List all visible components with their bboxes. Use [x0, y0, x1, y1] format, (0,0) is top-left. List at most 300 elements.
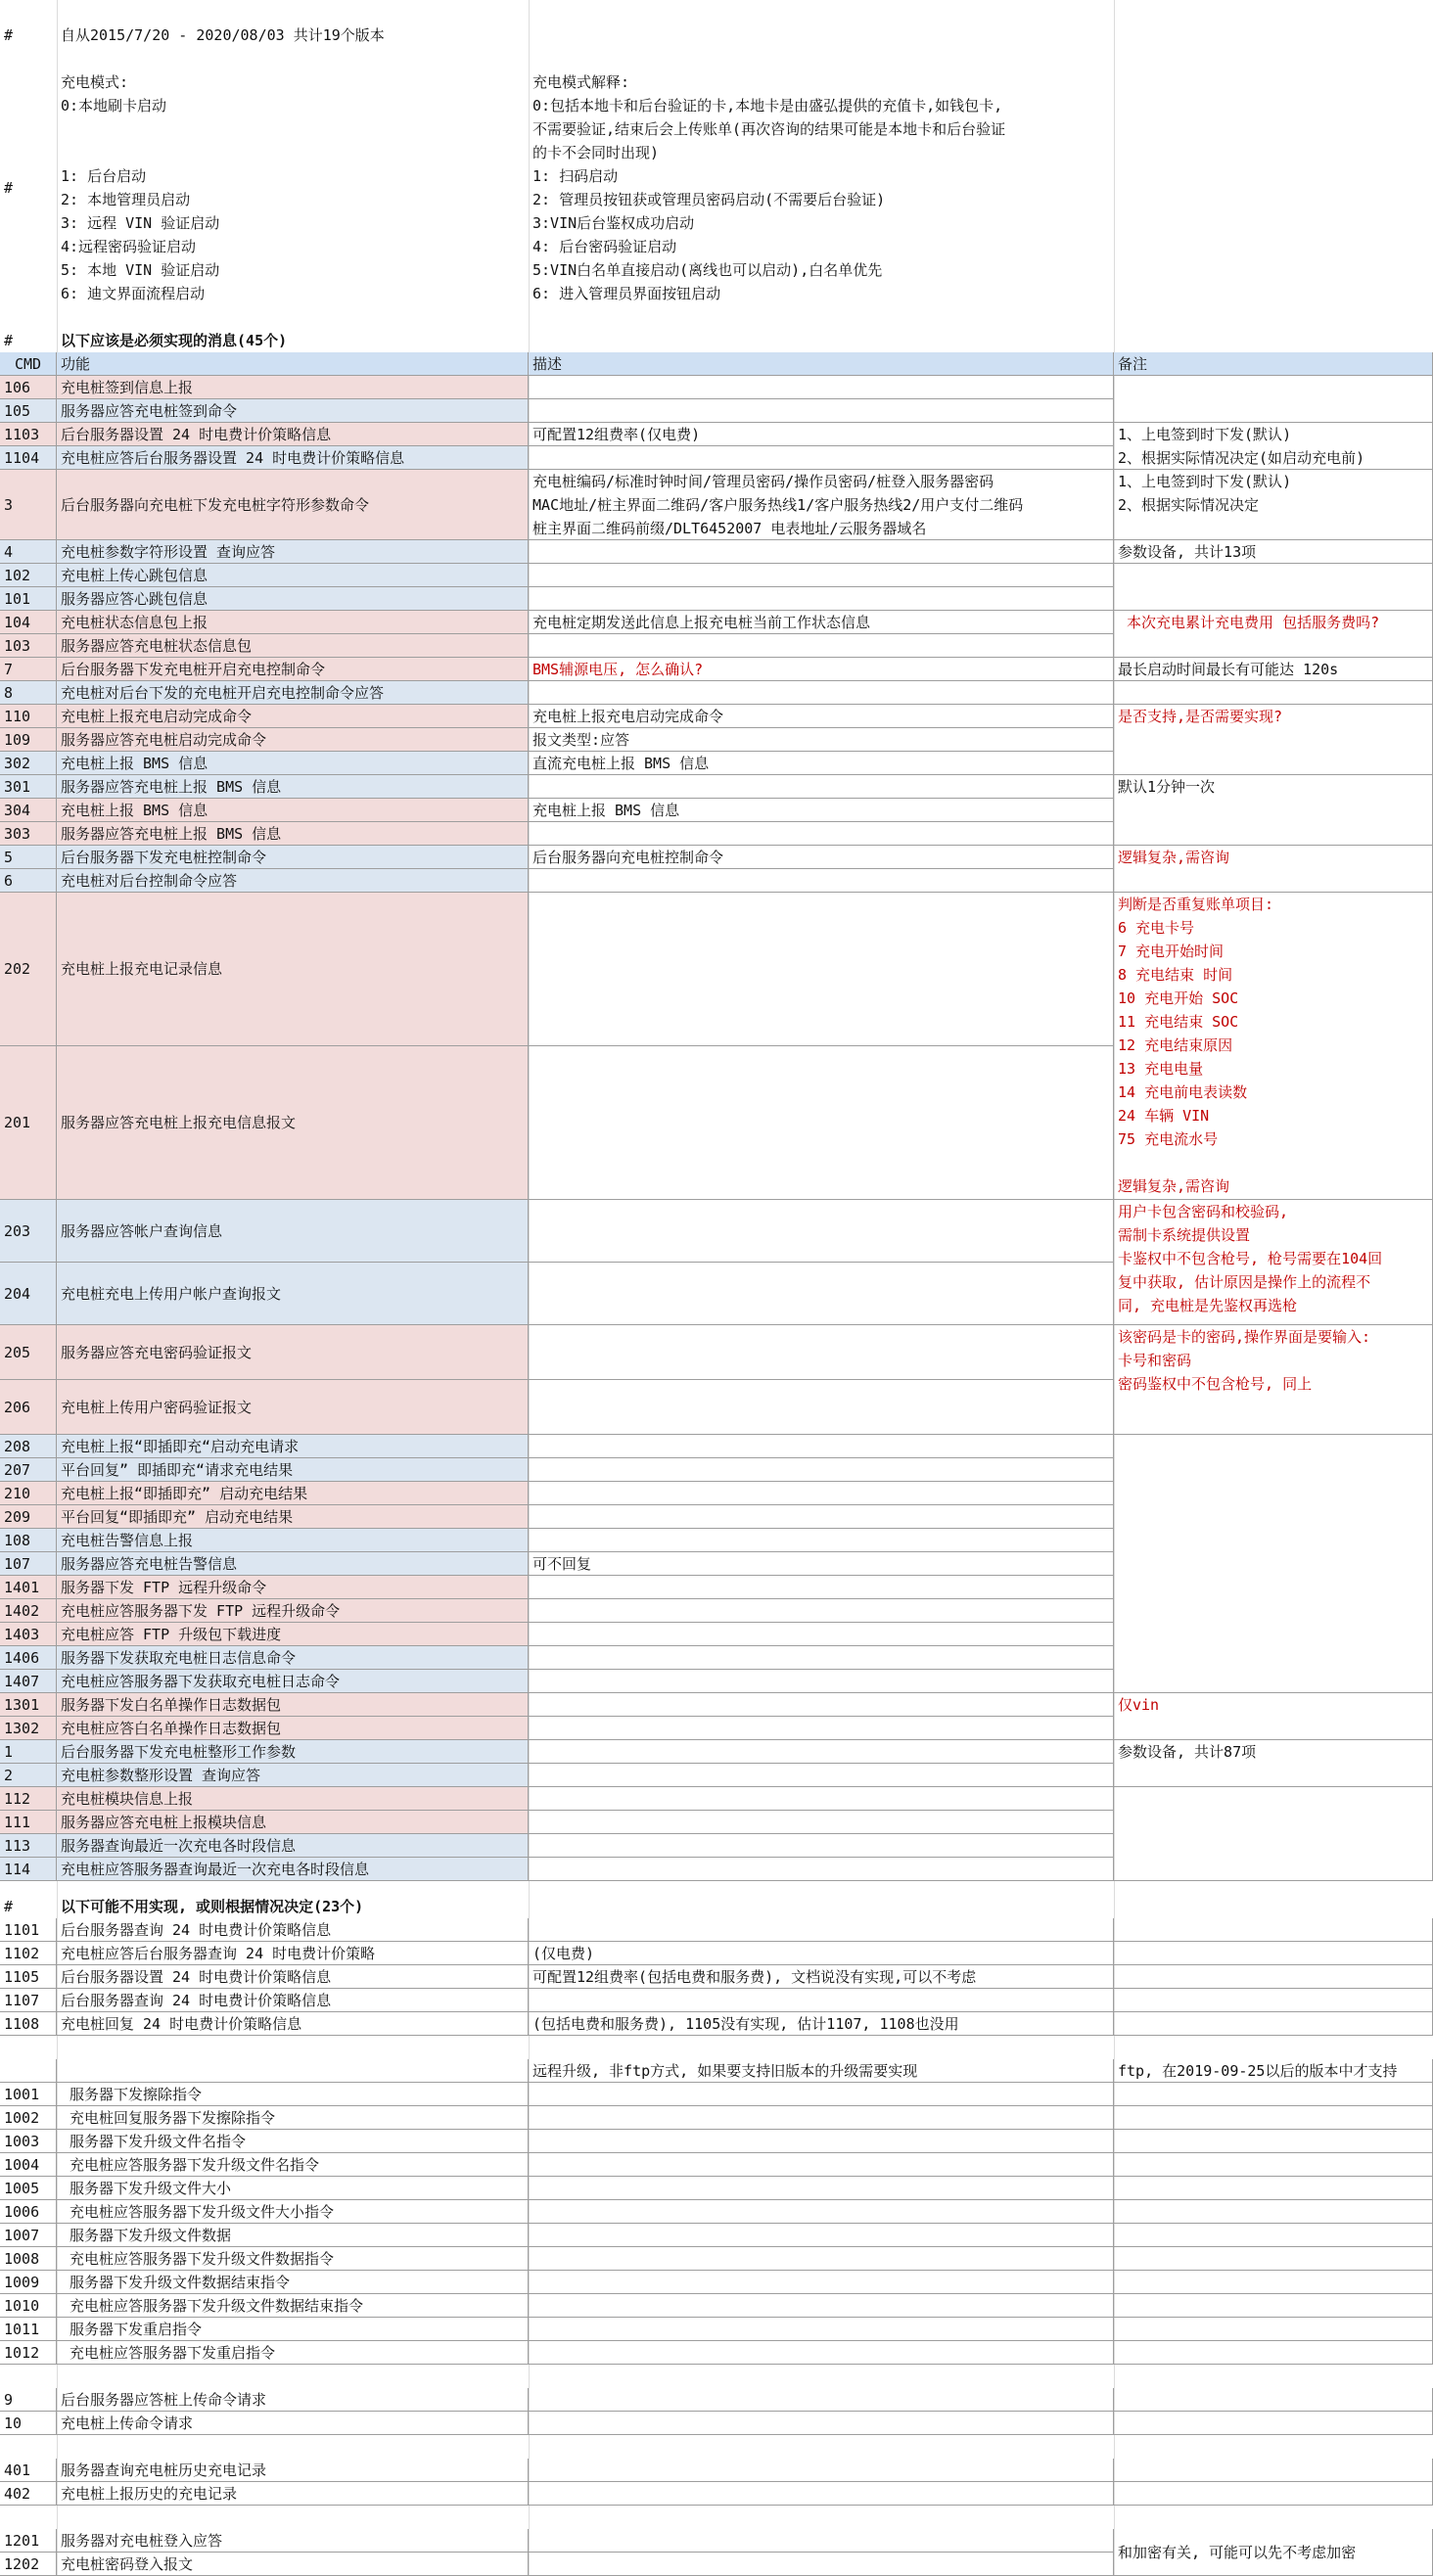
description-cell	[529, 2012, 1114, 2036]
function-cell-text: 平台回复” 即插即充“请求充电结果	[61, 1460, 294, 1479]
note-cell	[1114, 1740, 1433, 1787]
hash-marker	[0, 1895, 57, 1918]
function-cell	[57, 1505, 529, 1529]
function-cell-text: 服务器下发白名单操作日志数据包	[61, 1695, 282, 1714]
cmd-cell	[0, 1482, 57, 1505]
cmd-cell	[0, 822, 57, 846]
header-cell	[1114, 352, 1433, 376]
cmd-cell	[0, 2482, 57, 2506]
description-cell-text: (仅电费)	[532, 1945, 595, 1962]
cmd-cell-text: 5	[4, 848, 14, 866]
cmd-cell-text: 111	[4, 1813, 31, 1831]
note-cell	[1114, 2529, 1433, 2576]
description-cell	[529, 681, 1114, 705]
note-cell	[1114, 564, 1433, 611]
function-cell-text: 服务器下发 FTP 远程升级命令	[61, 1578, 267, 1596]
note-cell	[1114, 1693, 1433, 1740]
note-cell	[1114, 846, 1433, 893]
cmd-cell-text: 4	[4, 542, 14, 561]
function-cell	[57, 611, 529, 634]
note-cell	[1114, 2482, 1433, 2506]
cmd-cell	[0, 2412, 57, 2435]
header-cell	[529, 352, 1114, 376]
function-cell-text: 服务器查询最近一次充电各时段信息	[61, 1836, 297, 1855]
cmd-cell	[0, 611, 57, 634]
note-text: 该密码是卡的密码,操作界面是要输入: 卡号和密码 密码鉴权中不包含枪号, 同上	[1118, 1328, 1371, 1393]
cmd-cell	[0, 1599, 57, 1623]
function-cell	[57, 1552, 529, 1576]
cmd-cell-text: 102	[4, 566, 31, 584]
note-text: 参数设备, 共计87项	[1118, 1743, 1257, 1761]
table-row	[0, 2247, 1433, 2271]
function-cell-text: 充电桩应答服务器下发 FTP 远程升级命令	[61, 1601, 341, 1620]
cmd-cell-text: 101	[4, 589, 31, 608]
function-cell	[57, 1380, 529, 1435]
function-cell	[57, 2294, 529, 2318]
cmd-cell	[0, 799, 57, 822]
description-cell	[529, 1811, 1114, 1834]
function-cell-text: 服务器应答充电桩上报模块信息	[61, 1813, 267, 1831]
function-cell-text: 服务器应答充电桩上报充电信息报文	[61, 1114, 297, 1131]
description-cell	[529, 1918, 1114, 1942]
cmd-cell-text: 204	[4, 1284, 31, 1303]
table-row	[0, 2459, 1433, 2482]
note-text: 用户卡包含密码和校验码, 需制卡系统提供设置 卡鉴权中不包含枪号, 枪号需要在104回 复中获取, 估计原因是操作上的流程不 同, 充电桩是先鉴权再选枪	[1118, 1203, 1383, 1314]
note-cell	[1114, 2271, 1433, 2294]
function-cell	[57, 1787, 529, 1811]
table-header-row	[0, 352, 1433, 376]
description-cell-text: 报文类型:应答	[532, 731, 630, 749]
description-cell	[529, 1263, 1114, 1325]
description-cell	[529, 2083, 1114, 2106]
function-cell	[57, 376, 529, 399]
function-cell-text: 后台服务器设置 24 时电费计价策略信息	[61, 425, 332, 443]
description-cell	[529, 1482, 1114, 1505]
function-cell-text: 充电桩上报历史的充电记录	[61, 2485, 238, 2503]
cmd-cell-text: 1407	[4, 1672, 40, 1690]
function-cell-text: 后台服务器查询 24 时电费计价策略信息	[61, 1921, 332, 1939]
description-cell	[529, 1380, 1114, 1435]
description-cell	[529, 611, 1114, 634]
function-cell	[57, 399, 529, 423]
function-cell-text: 充电桩告警信息上报	[61, 1531, 194, 1549]
hash-marker-text: #	[4, 332, 14, 349]
description-cell	[529, 1435, 1114, 1458]
function-cell-text: 服务器应答充电桩签到命令	[61, 401, 238, 420]
cmd-cell	[0, 2200, 57, 2224]
cmd-cell	[0, 1325, 57, 1380]
cmd-cell-text: 104	[4, 613, 31, 631]
cmd-cell-text: 1201	[4, 2532, 40, 2550]
description-cell	[529, 1858, 1114, 1881]
note-cell	[1114, 2200, 1433, 2224]
cmd-cell-text: 1101	[4, 1921, 40, 1939]
cmd-cell-text: 301	[4, 777, 31, 796]
note-cell	[1114, 1787, 1433, 1881]
cmd-cell-text: 1004	[4, 2156, 40, 2174]
section-title-row	[0, 1895, 1433, 1918]
description-cell	[529, 1552, 1114, 1576]
note-cell	[1114, 1325, 1433, 1435]
function-cell-text: 充电桩上报 BMS 信息	[61, 801, 208, 819]
function-cell	[57, 2224, 529, 2247]
function-cell	[57, 705, 529, 728]
description-cell-text: 可不回复	[532, 1555, 592, 1573]
function-cell-text: 充电桩上报充电启动完成命令	[61, 707, 253, 725]
note-cell-text: ftp, 在2019-09-25以后的版本中才支持	[1118, 2062, 1398, 2080]
function-cell-text: 充电桩应答服务器下发升级文件名指令	[61, 2156, 320, 2174]
function-cell-text: 服务器应答充电桩告警信息	[61, 1554, 238, 1573]
version-range-text: 自从2015/7/20 - 2020/08/03 共计19个版本	[61, 26, 385, 44]
cmd-cell-text: 7	[4, 660, 14, 678]
description-cell	[529, 446, 1114, 470]
function-cell-text: 充电桩上报“即插即充“启动充电请求	[61, 1437, 300, 1455]
function-cell	[57, 2083, 529, 2106]
function-cell	[57, 2459, 529, 2482]
cmd-cell-text: 112	[4, 1789, 31, 1808]
section-title-text: 以下可能不用实现, 或则根据情况决定(23个)	[61, 1898, 364, 1915]
description-cell	[529, 2247, 1114, 2271]
cmd-cell	[0, 1918, 57, 1942]
section-title	[57, 329, 529, 352]
function-cell	[57, 1200, 529, 1263]
description-cell	[529, 1623, 1114, 1646]
header-cell	[57, 352, 529, 376]
cmd-cell	[0, 728, 57, 752]
function-cell-text: 平台回复“即插即充” 启动充电结果	[61, 1507, 294, 1526]
function-cell	[57, 423, 529, 446]
function-cell	[57, 752, 529, 775]
function-cell	[57, 1811, 529, 1834]
description-cell	[529, 1717, 1114, 1740]
description-cell	[529, 1764, 1114, 1787]
function-cell	[57, 1263, 529, 1325]
cmd-cell-text: 9	[4, 2391, 14, 2409]
function-cell	[57, 728, 529, 752]
cmd-cell	[0, 1942, 57, 1965]
description-cell	[529, 799, 1114, 822]
description-cell	[529, 540, 1114, 564]
function-cell	[57, 1693, 529, 1717]
description-cell-text: 直流充电桩上报 BMS 信息	[532, 755, 710, 772]
cmd-cell-text: 303	[4, 824, 31, 843]
cmd-cell	[0, 1046, 57, 1200]
function-cell	[57, 1764, 529, 1787]
cmd-cell	[0, 1811, 57, 1834]
cmd-cell-text: 1008	[4, 2250, 40, 2268]
function-cell-text: 服务器查询充电桩历史充电记录	[61, 2461, 267, 2479]
description-cell	[529, 2294, 1114, 2318]
header-cell-text: 功能	[61, 355, 91, 373]
function-cell-text: 服务器应答充电桩上报 BMS 信息	[61, 777, 282, 796]
function-cell	[57, 1646, 529, 1670]
function-cell	[57, 1046, 529, 1200]
function-cell	[57, 1576, 529, 1599]
function-cell	[57, 1965, 529, 1989]
cmd-cell	[0, 1740, 57, 1764]
cmd-cell	[0, 2388, 57, 2412]
cmd-cell-text: 106	[4, 378, 31, 396]
note-text: 仅vin	[1118, 1696, 1160, 1714]
cmd-cell-text: 113	[4, 1836, 31, 1855]
hash-marker	[0, 329, 57, 352]
cmd-cell-text: 1301	[4, 1695, 40, 1714]
function-cell	[57, 446, 529, 470]
cmd-cell	[0, 470, 57, 540]
description-cell	[529, 705, 1114, 728]
note-cell	[1114, 2153, 1433, 2177]
cmd-cell-text: 110	[4, 707, 31, 725]
description-cell	[529, 1965, 1114, 1989]
note-text: 参数设备, 共计13项	[1118, 543, 1257, 561]
cmd-cell	[0, 2177, 57, 2200]
note-text: 本次充电累计充电费用 包括服务费吗?	[1118, 614, 1380, 631]
note-cell	[1114, 2083, 1433, 2106]
description-cell	[529, 1576, 1114, 1599]
function-cell	[57, 1458, 529, 1482]
function-cell-text: 充电桩上报 BMS 信息	[61, 754, 208, 772]
charge-modes-list	[57, 70, 529, 305]
function-cell-text: 服务器下发升级文件大小	[61, 2180, 232, 2197]
cmd-cell	[0, 1505, 57, 1529]
description-cell	[529, 1046, 1114, 1200]
cmd-cell-text: 1003	[4, 2133, 40, 2150]
note-cell	[1114, 2224, 1433, 2247]
function-cell	[57, 1858, 529, 1881]
function-cell	[57, 2553, 529, 2576]
cmd-cell	[0, 752, 57, 775]
cmd-cell-text: 1006	[4, 2203, 40, 2221]
note-cell	[1114, 1435, 1433, 1693]
cmd-cell	[0, 2271, 57, 2294]
cmd-cell	[0, 1764, 57, 1787]
cmd-cell	[0, 2224, 57, 2247]
cmd-cell	[0, 869, 57, 893]
cmd-cell-text: 401	[4, 2461, 31, 2479]
table-row	[0, 1942, 1433, 1965]
function-cell-text: 后台服务器向充电桩下发充电桩字符形参数命令	[61, 495, 370, 514]
section-title-row	[0, 329, 1433, 352]
cmd-cell	[0, 1435, 57, 1458]
function-cell-text: 服务器应答充电密码验证报文	[61, 1343, 253, 1361]
description-cell-text: 后台服务器向充电桩控制命令	[532, 849, 724, 866]
function-cell	[57, 1717, 529, 1740]
function-cell	[57, 2153, 529, 2177]
description-cell	[529, 587, 1114, 611]
function-cell-text: 充电桩应答白名单操作日志数据包	[61, 1719, 282, 1737]
cmd-cell	[0, 2553, 57, 2576]
cmd-cell	[0, 1693, 57, 1717]
cmd-cell-text: 202	[4, 960, 31, 978]
function-cell	[57, 2341, 529, 2365]
function-cell	[57, 1482, 529, 1505]
note-cell	[1114, 470, 1433, 540]
header-cell	[0, 352, 57, 376]
description-cell	[529, 775, 1114, 799]
description-cell	[529, 1458, 1114, 1482]
note-cell	[1114, 2318, 1433, 2341]
hash-marker	[0, 23, 57, 47]
description-cell-text: 可配置12组费率(仅电费)	[532, 426, 701, 443]
note-cell	[1114, 1200, 1433, 1325]
note-cell	[1114, 2341, 1433, 2365]
cmd-cell-text: 1102	[4, 1945, 40, 1962]
cmd-cell-text: 1005	[4, 2180, 40, 2197]
cmd-cell-text: 1009	[4, 2274, 40, 2291]
function-cell-text: 服务器应答帐户查询信息	[61, 1221, 223, 1240]
cmd-cell-text: 1107	[4, 1992, 40, 2009]
description-cell	[529, 2318, 1114, 2341]
cmd-cell	[0, 2130, 57, 2153]
function-cell-text: 服务器下发升级文件数据	[61, 2227, 232, 2244]
header-cell-text: 备注	[1118, 355, 1148, 373]
description-cell	[529, 658, 1114, 681]
function-cell	[57, 2388, 529, 2412]
hash-marker-text: #	[4, 26, 14, 44]
cmd-cell-text: 108	[4, 1531, 31, 1549]
note-cell	[1114, 2412, 1433, 2435]
note-cell	[1114, 681, 1433, 705]
cmd-cell	[0, 2106, 57, 2130]
cmd-cell-text: 1202	[4, 2555, 40, 2573]
description-cell	[529, 2459, 1114, 2482]
function-cell	[57, 1529, 529, 1552]
cmd-cell-text: 1406	[4, 1648, 40, 1667]
cmd-cell-text: 201	[4, 1114, 31, 1131]
description-cell	[529, 2200, 1114, 2224]
description-cell-text: 远程升级, 非ftp方式, 如果要支持旧版本的升级需要实现	[532, 2062, 918, 2080]
table-row	[0, 2130, 1433, 2153]
note-cell	[1114, 2059, 1433, 2083]
function-cell-text: 服务器应答充电桩上报 BMS 信息	[61, 824, 282, 843]
description-cell	[529, 752, 1114, 775]
function-cell	[57, 2012, 529, 2036]
header-cell-text: 描述	[532, 355, 563, 373]
description-cell	[529, 2553, 1114, 2576]
description-cell	[529, 869, 1114, 893]
cmd-cell	[0, 564, 57, 587]
function-cell-text: 充电桩应答服务器下发升级文件数据指令	[61, 2250, 335, 2268]
function-cell-text: 服务器应答心跳包信息	[61, 589, 208, 608]
function-cell-text: 充电桩模块信息上报	[61, 1789, 194, 1808]
cmd-cell-text: 3	[4, 495, 14, 514]
function-cell-text: 服务器应答充电桩状态信息包	[61, 636, 253, 655]
cmd-cell-text: 1010	[4, 2297, 40, 2315]
function-cell-text: 充电桩应答 FTP 升级包下载进度	[61, 1625, 282, 1643]
table-row	[0, 2083, 1433, 2106]
cmd-cell-text: 1012	[4, 2344, 40, 2362]
description-cell	[529, 1505, 1114, 1529]
cmd-cell-text: 1103	[4, 425, 40, 443]
cmd-cell-text: 1403	[4, 1625, 40, 1643]
function-cell	[57, 540, 529, 564]
function-cell	[57, 681, 529, 705]
note-cell	[1114, 611, 1433, 658]
note-cell	[1114, 376, 1433, 423]
cmd-cell	[0, 2059, 57, 2083]
function-cell	[57, 634, 529, 658]
note-cell	[1114, 540, 1433, 564]
note-text: 1、上电签到时下发(默认) 2、根据实际情况决定	[1118, 473, 1292, 514]
function-cell	[57, 1834, 529, 1858]
cmd-cell	[0, 1623, 57, 1646]
cmd-cell	[0, 540, 57, 564]
charge-modes-explanation-text: 充电模式解释: 0:包括本地卡和后台验证的卡,本地卡是由盛弘提供的充值卡,如钱包卡, 不需要验证,结束后会上传账单(再次咨询的结果可能是本地卡和后台验证 的卡不会同时出现) 1: 扫码启动 2: 管理员按钮获或管理员密码启动(不需要后台验证) 3:VIN后台鉴权成功启动 4: 后台密码验证启动 5:VIN白名单直接启动(离线也可以启动),白名单优先 6: 进入管理员界面按钮启动	[532, 73, 1006, 302]
cmd-cell-text: 114	[4, 1860, 31, 1878]
table-row	[0, 2412, 1433, 2435]
cmd-cell	[0, 1989, 57, 2012]
cmd-cell	[0, 2247, 57, 2271]
cmd-cell	[0, 705, 57, 728]
note-cell	[1114, 2012, 1433, 2036]
note-text: 1、上电签到时下发(默认) 2、根据实际情况决定(如启动充电前)	[1118, 426, 1365, 467]
cmd-cell-text: 1	[4, 1742, 14, 1761]
hash-marker-text: #	[4, 179, 14, 197]
description-cell-text: 充电桩定期发送此信息上报充电桩当前工作状态信息	[532, 614, 871, 631]
function-cell-text: 后台服务器设置 24 时电费计价策略信息	[61, 1968, 332, 1986]
cmd-cell	[0, 2294, 57, 2318]
function-cell	[57, 564, 529, 587]
cmd-cell-text: 103	[4, 636, 31, 655]
note-cell	[1114, 2130, 1433, 2153]
function-cell-text: 后台服务器下发充电桩整形工作参数	[61, 1742, 297, 1761]
function-cell	[57, 2529, 529, 2553]
cmd-cell	[0, 893, 57, 1046]
description-cell	[529, 564, 1114, 587]
description-cell	[529, 1740, 1114, 1764]
description-cell	[529, 376, 1114, 399]
description-cell	[529, 1646, 1114, 1670]
function-cell-text: 充电桩参数整形设置 查询应答	[61, 1766, 261, 1784]
cmd-cell	[0, 1458, 57, 1482]
cmd-cell	[0, 1646, 57, 1670]
function-cell	[57, 2200, 529, 2224]
cmd-cell-text: 302	[4, 754, 31, 772]
note-cell	[1114, 1942, 1433, 1965]
note-cell	[1114, 658, 1433, 681]
note-cell	[1114, 2177, 1433, 2200]
cmd-cell-text: 205	[4, 1343, 31, 1361]
note-text: 是否支持,是否需要实现?	[1118, 708, 1283, 725]
function-cell	[57, 470, 529, 540]
function-cell-text: 充电桩上传心跳包信息	[61, 566, 208, 584]
cmd-cell-text: 1401	[4, 1578, 40, 1596]
function-cell	[57, 1670, 529, 1693]
note-cell	[1114, 705, 1433, 775]
note-text: 判断是否重复账单项目: 6 充电卡号 7 充电开始时间 8 充电结束 时间 10 充电开始 SOC 11 充电结束 SOC 12 充电结束原因 13 充电电量 14 充电前电表读数 24 车辆 VIN 75 充电流水号 逻辑复杂,需咨询	[1118, 896, 1274, 1195]
note-text: 最长启动时间最长有可能达 120s	[1118, 661, 1339, 678]
cmd-cell	[0, 681, 57, 705]
ftp-header-row	[0, 2059, 1433, 2083]
cmd-cell	[0, 1576, 57, 1599]
function-cell-text: 充电桩回复 24 时电费计价策略信息	[61, 2015, 302, 2033]
function-cell-text: 充电桩应答服务器下发升级文件数据结束指令	[61, 2297, 364, 2315]
function-cell-text: 服务器下发重启指令	[61, 2321, 203, 2338]
function-cell	[57, 846, 529, 869]
function-cell-text: 充电桩上传用户密码验证报文	[61, 1398, 253, 1416]
description-cell	[529, 2224, 1114, 2247]
cmd-cell	[0, 423, 57, 446]
description-cell-text: BMS辅源电压, 怎么确认?	[532, 661, 704, 678]
function-cell	[57, 658, 529, 681]
cmd-cell-text: 1302	[4, 1719, 40, 1737]
cmd-cell-text: 6	[4, 871, 14, 890]
function-cell-text: 服务器下发擦除指令	[61, 2086, 203, 2103]
function-cell-text: 充电桩状态信息包上报	[61, 613, 208, 631]
cmd-cell-text: 1001	[4, 2086, 40, 2103]
function-cell	[57, 2247, 529, 2271]
table-row	[0, 2294, 1433, 2318]
